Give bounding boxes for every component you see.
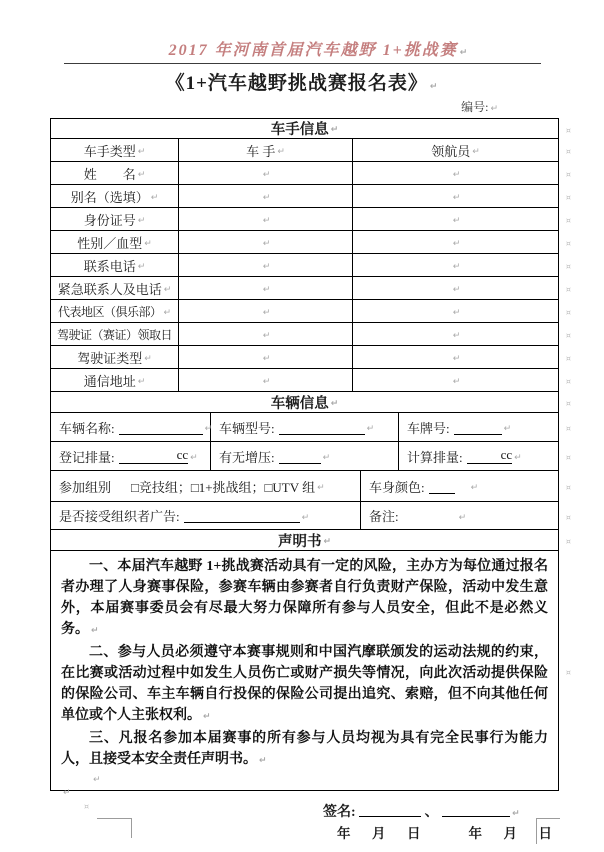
advertisement-cell [51,502,361,529]
table-row-license-type [51,346,558,369]
field-label-cell [51,254,179,276]
signature-blank-1 [359,802,421,817]
row-end-marker-icon [566,371,571,389]
field-label: 驾驶证类型 [77,350,143,366]
field-label-cell [51,162,179,184]
driver-value-cell [179,277,353,299]
vehicle-section-title: 车辆信息 [270,395,329,412]
driver-column-header: 车 手 [246,143,276,159]
pilcrow-icon [136,256,146,274]
pilcrow-icon [136,210,146,228]
row-end-marker-icon [566,418,571,436]
row-end-marker-icon [566,256,571,274]
vehicle-section-header-row [51,392,558,413]
body-color-label: 车身颜色: [369,479,425,495]
pilcrow-icon [451,371,461,389]
crop-mark-bottom-left [97,818,132,838]
pilcrow-icon [89,622,99,637]
form-number-line [0,98,604,115]
pilcrow-icon [261,256,271,274]
navigator-value-cell [353,231,558,253]
body-color-blank [429,479,455,494]
driver-value-cell [179,300,353,322]
group-selection-cell [51,471,361,501]
pilcrow-icon [451,187,461,205]
field-label: 紧急联系人及电话 [57,281,162,297]
form-title-text: 《1+汽车越野挑战赛报名表》 [165,73,428,94]
row-end-marker-icon [566,507,571,525]
pilcrow-icon [502,418,512,436]
table-row-alias [51,185,558,208]
pilcrow-icon [149,187,159,205]
field-label-cell [51,346,179,368]
pilcrow-icon [457,507,467,525]
vehicle-name-label: 车辆名称: [59,420,115,436]
row-end-marker-icon [566,531,571,549]
driver-value-cell [179,162,353,184]
registered-displacement-blank [119,446,189,464]
declaration-paragraph-2 [61,642,548,728]
turbo-label: 有无增压: [219,449,275,465]
row-end-marker-icon [566,120,571,138]
pilcrow-icon [261,164,271,182]
event-title [0,37,604,60]
field-label-cell [51,369,179,391]
table-row-region-club [51,300,558,323]
turbo-cell [211,442,399,470]
row-end-marker-icon [566,302,571,320]
pilcrow-icon [161,302,171,320]
pilcrow-icon [451,233,461,251]
navigator-value-cell [353,162,558,184]
field-label: 代表地区（俱乐部） [57,304,162,319]
pilcrow-icon [451,325,461,343]
declaration-body [51,551,558,841]
pilcrow-icon [261,371,271,389]
pilcrow-icon [510,805,520,820]
declaration-paragraph-1 [61,556,548,642]
form-title [0,68,604,95]
vehicle-model-blank [279,420,365,435]
field-label-cell [51,208,179,230]
driver-value-cell [179,231,353,253]
turbo-blank [279,449,321,464]
group-selection-row [51,471,558,502]
pilcrow-icon [512,447,522,465]
row-end-marker-icon [566,233,571,251]
pilcrow-icon [451,256,461,274]
pilcrow-icon [142,348,152,366]
displacement-unit: cc [176,446,189,462]
pilcrow-icon [451,302,461,320]
row-end-marker-icon [566,477,571,495]
declaration-title: 声明书 [277,533,322,550]
empty-paragraph [61,772,548,785]
row-end-marker-icon [566,325,571,343]
navigator-value-cell [353,300,558,322]
driver-value-cell [179,254,353,276]
signature-blank-2 [442,802,510,817]
driver-value-cell [179,369,353,391]
pilcrow-icon [142,233,152,251]
pilcrow-icon [261,187,271,205]
pilcrow-icon [469,477,479,495]
signature-label: 签名: [323,805,356,820]
crop-mark-bottom-right [536,818,560,844]
field-label-cell [51,231,179,253]
pilcrow-icon [451,279,461,297]
driver-value-cell [179,346,353,368]
pilcrow-icon [451,164,461,182]
driver-value-cell [179,185,353,207]
pilcrow-icon [321,532,331,549]
pilcrow-icon [428,73,439,94]
pilcrow-icon [61,782,71,799]
navigator-column-header: 领航员 [431,143,471,159]
registered-displacement-cell [51,442,211,470]
pilcrow-icon [488,100,498,114]
navigator-value-cell [353,369,558,391]
table-row-emergency-contact [51,277,558,300]
registration-form-table [50,118,559,841]
navigator-value-cell [353,254,558,276]
driver-type-header: 车手类型 [83,143,136,159]
plate-number-label: 车牌号: [407,420,450,436]
vehicle-model-cell [211,413,399,441]
table-row-name [51,162,558,185]
pilcrow-icon [261,233,271,251]
table-row-phone [51,254,558,277]
pilcrow-icon [136,164,146,182]
pilcrow-icon [315,477,325,495]
driver-section-header-row [51,119,558,139]
table-row-id-number [51,208,558,231]
vehicle-section-title-cell [51,392,558,412]
displacement-unit: cc [500,446,513,462]
calculated-displacement-cell [399,442,558,470]
vehicle-model-label: 车辆型号: [219,420,275,436]
driver-value-cell [179,323,353,345]
date-left: 年 月 日 [337,826,425,841]
driver-column-header-cell [179,139,353,161]
pilcrow-icon [451,210,461,228]
pilcrow-icon [257,752,267,767]
pilcrow-icon [451,348,461,366]
row-end-marker-icon [566,393,571,411]
pilcrow-icon [188,447,198,465]
row-end-marker-icon [566,187,571,205]
row-end-marker-icon [566,141,571,159]
pilcrow-icon [136,371,146,389]
group-checkbox-options: □竞技组；□1+挑战组；□UTV 组 [131,479,316,495]
field-label: 联系电话 [83,258,136,274]
paragraph-text: 一、本届汽车越野 1+挑战赛活动具有一定的风险，主办方为每位通过报名者办理了人身赛事保险，参赛车辆由参赛者自行负责财产保险，活动中发生意外，本届赛事委员会有尽最大努力保障所有参与人员安全，但此不是必然义务。 [61,559,548,637]
pilcrow-icon [365,418,375,436]
table-row-license-date [51,323,558,346]
navigator-value-cell [353,346,558,368]
field-label-cell [51,277,179,299]
pilcrow-icon [261,325,271,343]
paragraph-text: 三、凡报名参加本届赛事的所有参与人员均视为具有完全民事行为能力人，且接受本安全责任声明书。 [61,731,548,767]
empty-paragraph [61,785,548,798]
date-line [337,822,556,842]
advertisement-row [51,502,558,530]
pilcrow-icon [321,447,331,465]
plate-number-blank [454,420,502,435]
calculated-displacement-label: 计算排量: [407,449,463,465]
date-right: 年 月 日 [468,826,556,841]
pilcrow-icon [162,279,172,297]
signature-line [323,801,548,821]
driver-section-title-cell [51,119,558,138]
row-end-marker-icon [566,279,571,297]
plate-number-cell [399,413,558,441]
row-end-marker-icon [566,662,571,680]
field-label: 别名（选填） [70,189,149,205]
table-row-gender-blood [51,231,558,254]
pilcrow-icon [136,141,146,159]
pilcrow-icon [91,769,101,786]
pilcrow-icon [201,708,211,723]
pilcrow-icon [329,120,339,137]
pilcrow-icon [329,394,339,411]
field-label-cell [51,323,179,345]
vehicle-name-blank [119,420,203,435]
note-label: 备注: [369,509,399,524]
navigator-value-cell [353,277,558,299]
registered-displacement-label: 登记排量: [59,449,115,465]
form-number-label: 编号: [461,100,489,114]
driver-type-header-cell [51,139,179,161]
row-end-marker-icon [566,447,571,465]
row-end-marker-icon [566,164,571,182]
group-label: 参加组别 [59,479,112,495]
navigator-column-header-cell [353,139,558,161]
field-label: 姓 名 [83,166,136,182]
calculated-displacement-blank [467,446,513,464]
field-label: 身份证号 [83,212,136,228]
pilcrow-icon [275,141,285,159]
vehicle-row-2 [51,442,558,471]
pilcrow-icon [470,141,480,159]
vehicle-row-1 [51,413,558,442]
driver-section-title: 车手信息 [270,122,329,138]
advertisement-label: 是否接受组织者广告: [59,509,180,524]
end-of-document-marker-icon [84,796,89,814]
row-end-marker-icon [566,348,571,366]
field-label: 驾驶证（赛证）领取日 [56,327,172,342]
declaration-section-header-row [51,530,558,551]
navigator-value-cell [353,323,558,345]
signature-separator: 、 [424,805,439,820]
field-label: 通信地址 [83,373,136,389]
declaration-title-cell [51,530,558,550]
paragraph-text: 二、参与人员必须遵守本赛事规则和中国汽摩联颁发的运动法规的约束，在比赛或活动过程中如发生人员伤亡或财产损失等情况，向此次活动提供保险的保险公司、车主车辆自行投保的保险公司提出追究、索赔，但不向其他任何单位或个人主张权利。 [61,645,548,723]
driver-columns-header-row [51,139,558,162]
pilcrow-icon [261,279,271,297]
pilcrow-icon [261,210,271,228]
declaration-paragraph-3 [61,728,548,772]
body-color-cell [361,471,558,501]
note-cell [361,502,558,529]
vehicle-name-cell [51,413,211,441]
field-label-cell [51,300,179,322]
table-row-mailing-address [51,369,558,392]
advertisement-blank [184,508,300,523]
field-label: 性别／血型 [77,235,143,251]
pilcrow-icon [261,302,271,320]
pilcrow-icon [300,507,310,525]
field-label-cell [51,185,179,207]
pilcrow-icon [261,348,271,366]
navigator-value-cell [353,185,558,207]
event-title-text: 2017 年河南首届汽车越野 1+挑战赛 [168,42,458,59]
driver-value-cell [179,208,353,230]
pilcrow-icon [458,42,470,59]
navigator-value-cell [353,208,558,230]
row-end-marker-icon [566,210,571,228]
title-underline [64,63,541,64]
